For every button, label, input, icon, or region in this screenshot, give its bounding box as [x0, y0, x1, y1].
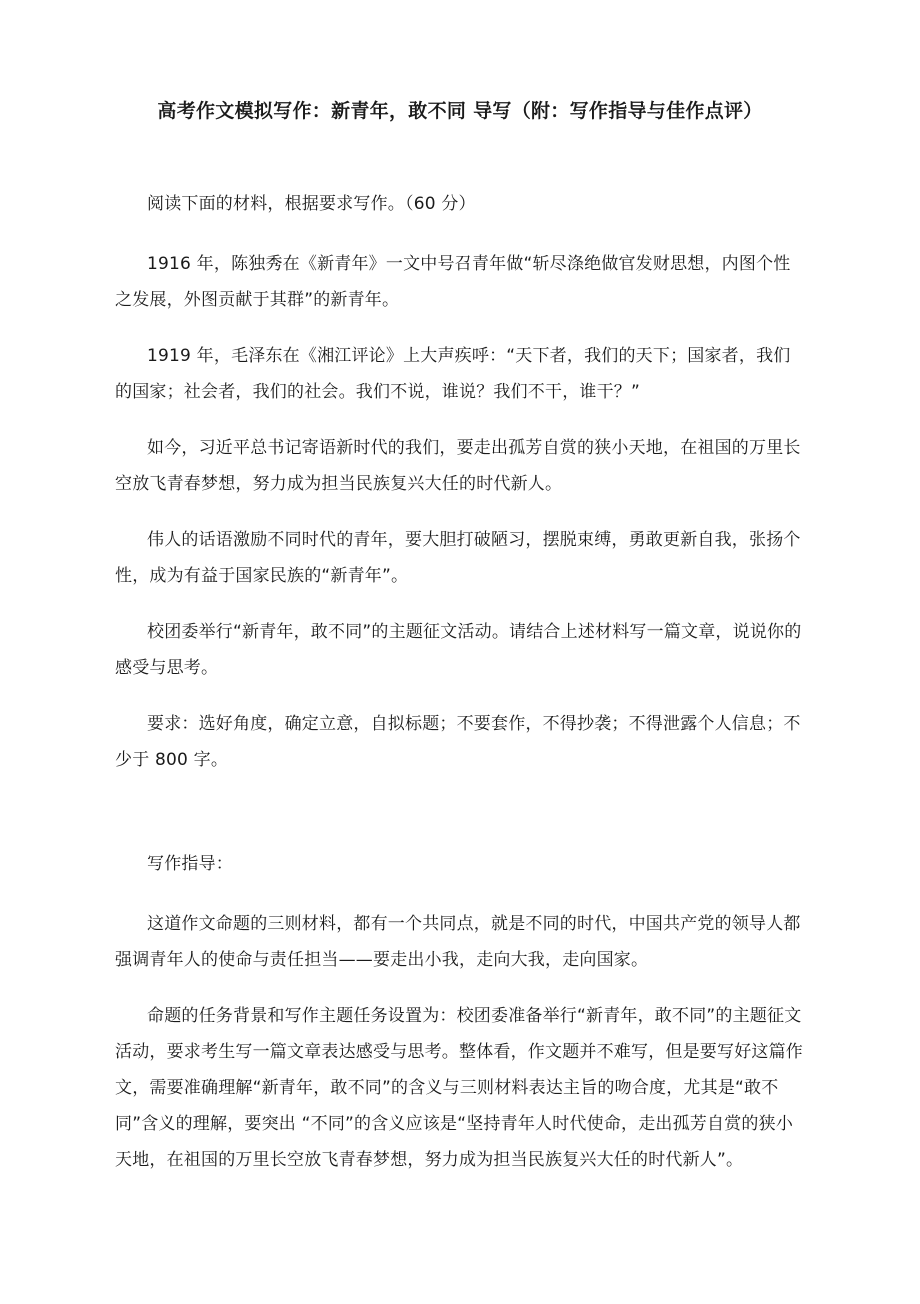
material-paragraph-1919: 1919 年，毛泽东在《湘江评论》上大声疾呼：“天下者，我们的天下；国家者，我们的国家；社会者，我们的社会。我们不说，谁说？我们不干，谁干？”	[115, 346, 791, 402]
guide-paragraph-1: 这道作文命题的三则材料，都有一个共同点，就是不同的时代，中国共产党的领导人都强调青年人的使命与责任担当——要走出小我，走向大我，走向国家。	[115, 914, 801, 970]
material-paragraph-summary: 伟人的话语激励不同时代的青年，要大胆打破陋习，摆脱束缚，勇敢更新自我，张扬个性，成为有益于国家民族的“新青年”。	[115, 530, 801, 586]
material-paragraph-today: 如今，习近平总书记寄语新时代的我们，要走出孤芳自赏的狭小天地，在祖国的万里长空放飞青春梦想，努力成为担当民族复兴大任的时代新人。	[115, 438, 801, 494]
requirements-paragraph: 要求：选好角度，确定立意，自拟标题；不要套作，不得抄袭；不得泄露个人信息；不少于 800 字。	[115, 714, 801, 770]
instruction-paragraph: 阅读下面的材料，根据要求写作。（60 分）	[147, 194, 476, 214]
material-paragraph-1916: 1916 年，陈独秀在《新青年》一文中号召青年做“斩尽涤绝做官发财思想，内图个性之发展，外图贡献于其群”的新青年。	[115, 254, 791, 310]
page-title: 高考作文模拟写作：新青年，敢不同 导写（附：写作指导与佳作点评）	[157, 100, 763, 122]
task-paragraph: 校团委举行“新青年，敢不同”的主题征文活动。请结合上述材料写一篇文章，说说你的感受与思考。	[115, 622, 802, 678]
guide-paragraph-2: 命题的任务背景和写作主题任务设置为：校团委准备举行“新青年，敢不同”的主题征文活动，要求考生写一篇文章表达感受与思考。整体看，作文题并不难写，但是要写好这篇作文，需要准确理解“新青年，敢不同”的含义与三则材料表达主旨的吻合度，尤其是“敢不同”含义的理解，要突出 “不同”的含义应该是“坚持青年人时代使命，走出孤芳自赏的狭小天地，在祖国的万里长空放飞青春梦想，努力成为担当民族复兴大任的时代新人”。	[115, 1006, 803, 1170]
section-heading-writing-guide: 写作指导：	[147, 854, 233, 874]
